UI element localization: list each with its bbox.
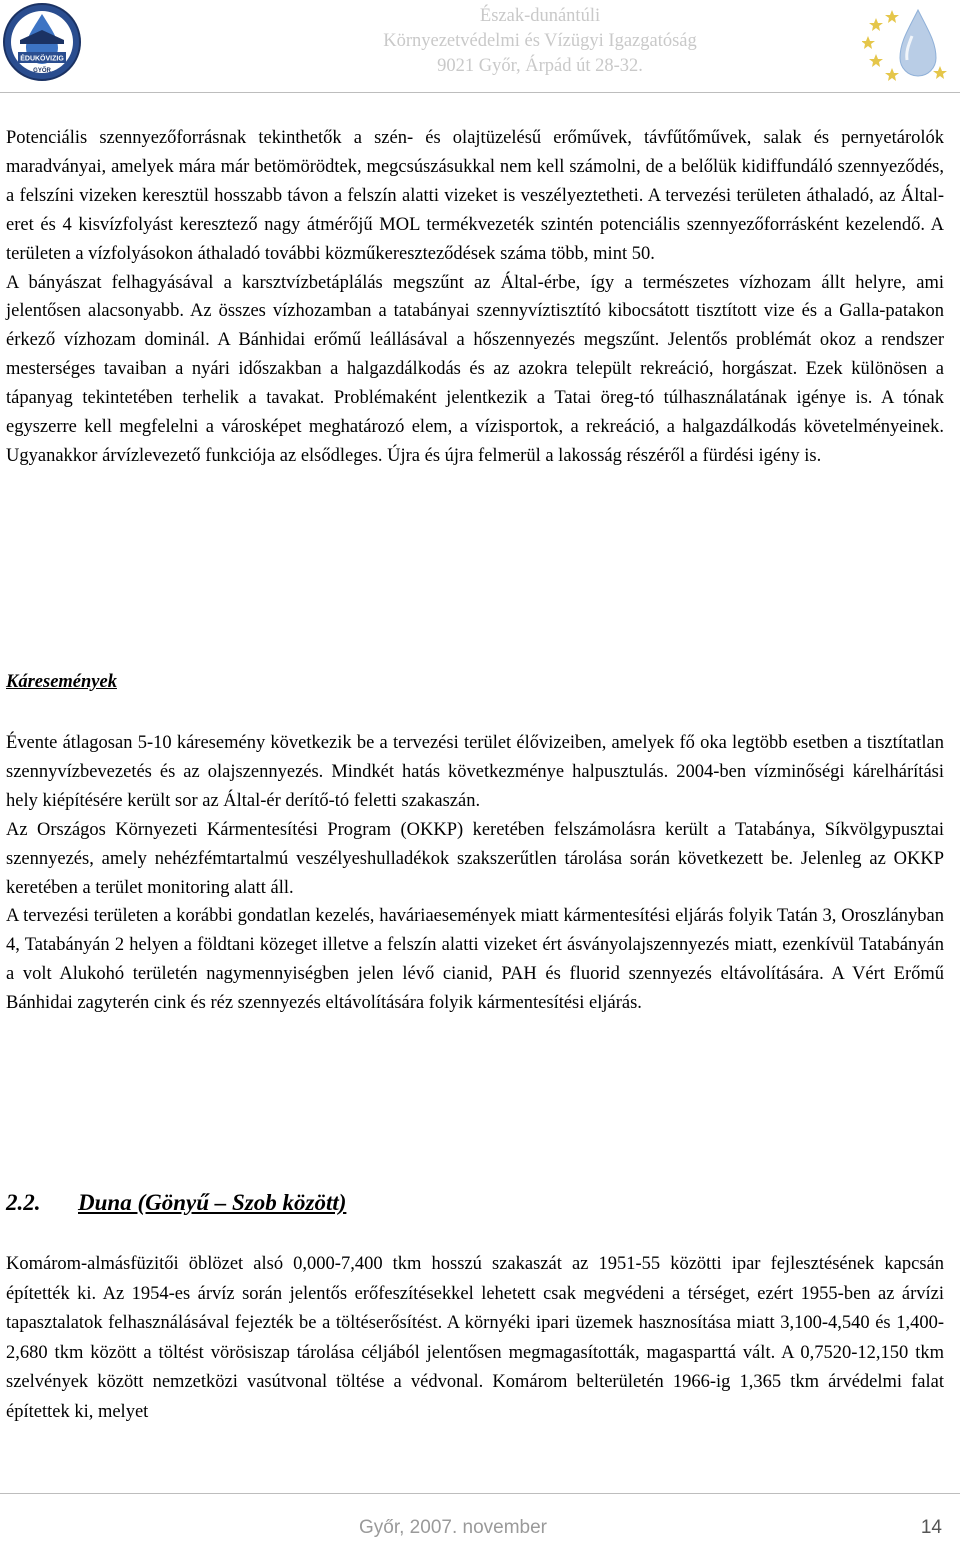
page-number: 14 <box>920 1517 942 1538</box>
paragraph-remediation: A tervezési területen a korábbi gondatlan kezelés, haváriaesemények miatt kármentesítési eljárás folyik Tatán 3, Oroszlányban 4, Tatabányán 2 helyen a földtani közeget illetve a felszín alatti vizeket ért ásványolajszennyezés miatt, ezenkívül Tatabányán a volt Alukohó területén nagymennyiségben jelen lévő cianid, PAH és fluorid szennyezés eltávolítására. A Vért Erőmű Bánhidai zagyterén cink és réz szennyezés eltávolítására folyik kármentesítési eljárás. <box>6 906 944 1014</box>
header-line-3: 9021 Győr, Árpád út 28-32. <box>437 56 643 76</box>
paragraph-komarom: Komárom-almásfüzitői öblözet alsó 0,000-7,400 tkm hosszú szakaszát az 1951-55 közötti ipar fejlesztésének kapcsán építették ki. Az 1954-es árvíz során jelentős erőfeszítésekkel lehetett csak megvédeni a térséget, ezért 1955-ben az árvízi tapasztalatok felhasználásával fejezték be a töltéserősítést. A környéki ipari üzemek hasznosítása miatt 3,100-4,540 és 1,400-2,680 tkm között a töltést vörösiszap tárolása céljából jelentősen megmagasították, magasparttá vált. A 0,7520-12,150 tkm szelvények között nemzetközi vasútvonal töltése a védvonal. Komárom belterületén 1966-ig 1,365 tkm árvédelmi falat építettek ki, melyet <box>6 1254 944 1422</box>
section-title: Duna (Gönyű – Szob között) <box>78 1190 347 1215</box>
eu-water-drop-logo-icon <box>862 6 948 90</box>
header-address <box>260 4 820 79</box>
header-divider <box>0 92 960 93</box>
paragraph-sources: Potenciális szennyezőforrásnak tekinthetők a szén- és olajtüzelésű erőművek, távfűtőművek, salak és pernyetárolók maradványai, amelyek mára már betömörödtek, megcsúszásukkal nem kell számolni, de a belőlük kidiffundáló szennyeződés, a felszíni vizeken keresztül hosszabb távon a felszín alatti vizeket is veszélyeztetheti. A tervezési területen áthaladó, az Által-eret és 4 kisvízfolyást keresztező nagy átmérőjű MOL termékvezeték szintén potenciális szennyezőforrásként kezelendő. A területen a vízfolyásokon áthaladó további közműkereszteződések száma több, mint 50. <box>6 128 944 264</box>
logo-text-top: ÉDUKÖVIZIG <box>20 55 64 63</box>
body-section-duna <box>6 1250 944 1427</box>
footer-divider <box>0 1493 960 1494</box>
body-section-top <box>6 124 944 471</box>
logo-text-bottom: GYŐR <box>33 68 51 74</box>
section-heading-duna <box>6 1190 346 1216</box>
section-number: 2.2. <box>6 1190 41 1215</box>
body-section-karesemenyek <box>6 729 944 1018</box>
edukovizig-logo-icon <box>2 2 82 82</box>
page-header <box>0 0 960 96</box>
header-line-1: Észak-dunántúli <box>479 6 601 26</box>
paragraph-mining: A bányászat felhagyásával a karsztvízbetáplálás megszűnt az Által-érbe, így a természetes vízhozam állt helyre, ami jelentősen alacsonyabb. Az összes vízhozamban a tatabányai szennyvíztisztító kibocsátott tisztított vize és a Galla-patakon érkező vízhozam dominál. A Bánhidai erőmű leállásával a hőszennyezés megszűnt. Jelentős problémát okoz a rendszer mesterséges tavaiban a nyári időszakban a halgazdálkodás és az azokra települt rekreáció, horgászat. Ezek különösen a tápanyag tekintetében terhelik a tavakat. Problémaként jelentkezik a Tatai öreg-tó túlhasználatának igénye is. A tónak egyszerre kell megfelelni a városképet meghatározó elem, a vízisportok, a rekreáció, a halgazdálkodás követelményeinek. Ugyanakkor árvízlevezető funkciója az elsődleges. Újra és újra felmerül a lakosság részéről a fürdési igény is. <box>6 272 944 466</box>
paragraph-incidents: Évente átlagosan 5-10 káresemény következik be a tervezési terület élővizeiben, amelyek fő oka legtöbb esetben a tisztítatlan szennyvízbevezetés és az olajszennyezés. Mindkét hatás következménye halpusztulás. 2004-ben vízminőségi kárelhárítási hely kiépítésére került sor az Által-ér derítő-tó feletti szakaszán. <box>6 733 944 811</box>
header-line-2: Környezetvédelmi és Vízügyi Igazgatóság <box>383 31 697 51</box>
paragraph-okkp: Az Országos Környezeti Kármentesítési Program (OKKP) keretében felszámolásra került a Tatabánya, Síkvölgypusztai szennyezés, amely nehézfémtartalmú veszélyeshulladékok szakszerűtlen tárolása során következett be. Jelenleg az OKKP keretében a terület monitoring alatt áll. <box>6 819 944 898</box>
heading-karesemenyek: Káresemények <box>6 672 117 692</box>
footer-place-date: Győr, 2007. november <box>359 1517 547 1538</box>
